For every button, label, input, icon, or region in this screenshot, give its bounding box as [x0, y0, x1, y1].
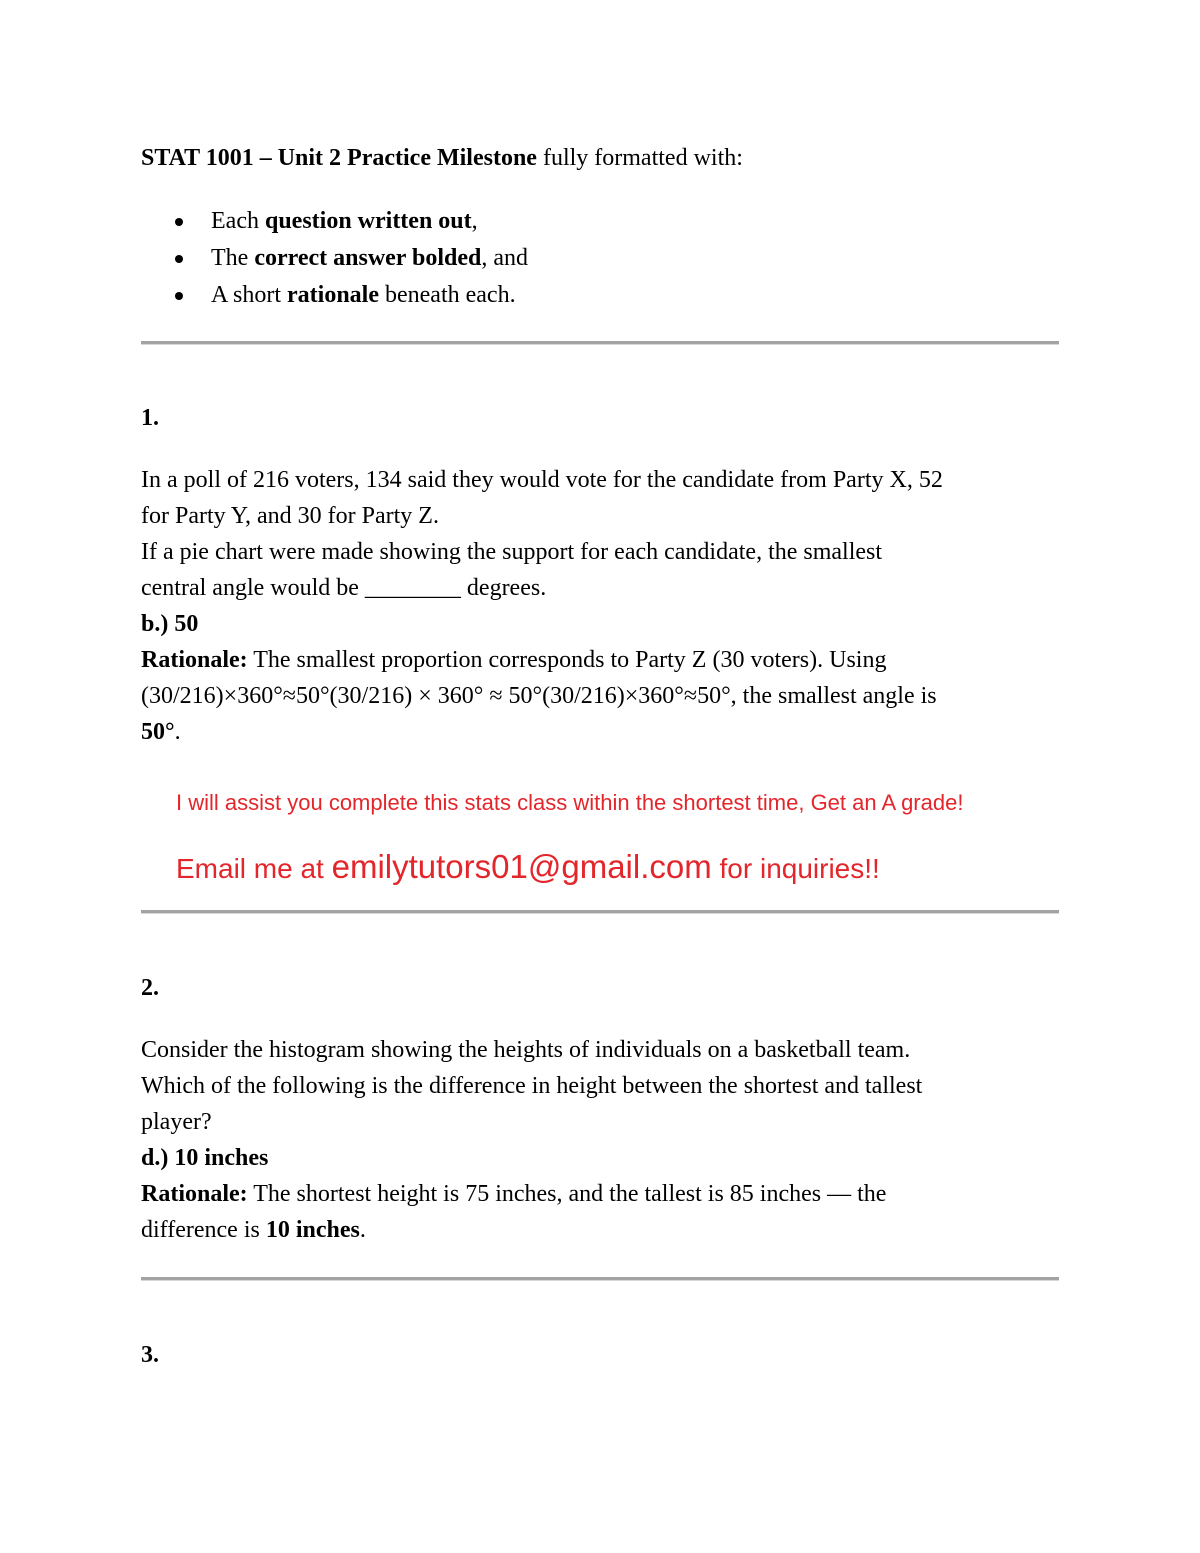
correct-answer: b.) 50 [141, 611, 199, 637]
rationale-line: 50°. [141, 719, 181, 745]
rationale-line: difference is 10 inches. [141, 1217, 366, 1243]
bullet-icon [175, 218, 183, 226]
horizontal-divider [141, 1277, 1059, 1281]
promo-line: I will assist you complete this stats class within the shortest time, Get an A grade! [176, 790, 964, 815]
question-number: 3. [141, 1342, 159, 1368]
question-text-line: Consider the histogram showing the heights of individuals on a basketball team. [141, 1037, 911, 1063]
correct-answer: d.) 10 inches [141, 1145, 269, 1171]
document-heading: STAT 1001 – Unit 2 Practice Milestone fully formatted with: [141, 145, 743, 171]
promo-email-line: Email me at emilytutors01@gmail.com for inquiries!! [176, 848, 880, 885]
question-text-line: In a poll of 216 voters, 134 said they would vote for the candidate from Party X, 52 [141, 467, 943, 493]
email-link[interactable]: emilytutors01@gmail.com [331, 848, 712, 885]
rationale-line: Rationale: The smallest proportion corresponds to Party Z (30 voters). Using [141, 647, 887, 673]
rationale-line: (30/216)×360°≈50°(30/216) × 360° ≈ 50°(30/216)×360°≈50°, the smallest angle is [141, 683, 937, 709]
list-item: The correct answer bolded, and [141, 240, 528, 277]
question-1-block [141, 462, 943, 750]
list-item: A short rationale beneath each. [141, 277, 528, 314]
format-list [141, 203, 528, 314]
question-text-line: for Party Y, and 30 for Party Z. [141, 503, 439, 529]
horizontal-divider [141, 910, 1059, 914]
question-text-line: central angle would be ________ degrees. [141, 575, 547, 601]
list-item: Each question written out, [141, 203, 528, 240]
question-number: 1. [141, 405, 159, 431]
question-number: 2. [141, 975, 159, 1001]
horizontal-divider [141, 341, 1059, 345]
rationale-line: Rationale: The shortest height is 75 inches, and the tallest is 85 inches — the [141, 1181, 887, 1207]
bullet-icon [175, 255, 183, 263]
bullet-icon [175, 292, 183, 300]
question-text-line: Which of the following is the difference in height between the shortest and tallest [141, 1073, 923, 1099]
question-2-block [141, 1032, 922, 1248]
question-text-line: If a pie chart were made showing the support for each candidate, the smallest [141, 539, 883, 565]
question-text-line: player? [141, 1109, 212, 1135]
